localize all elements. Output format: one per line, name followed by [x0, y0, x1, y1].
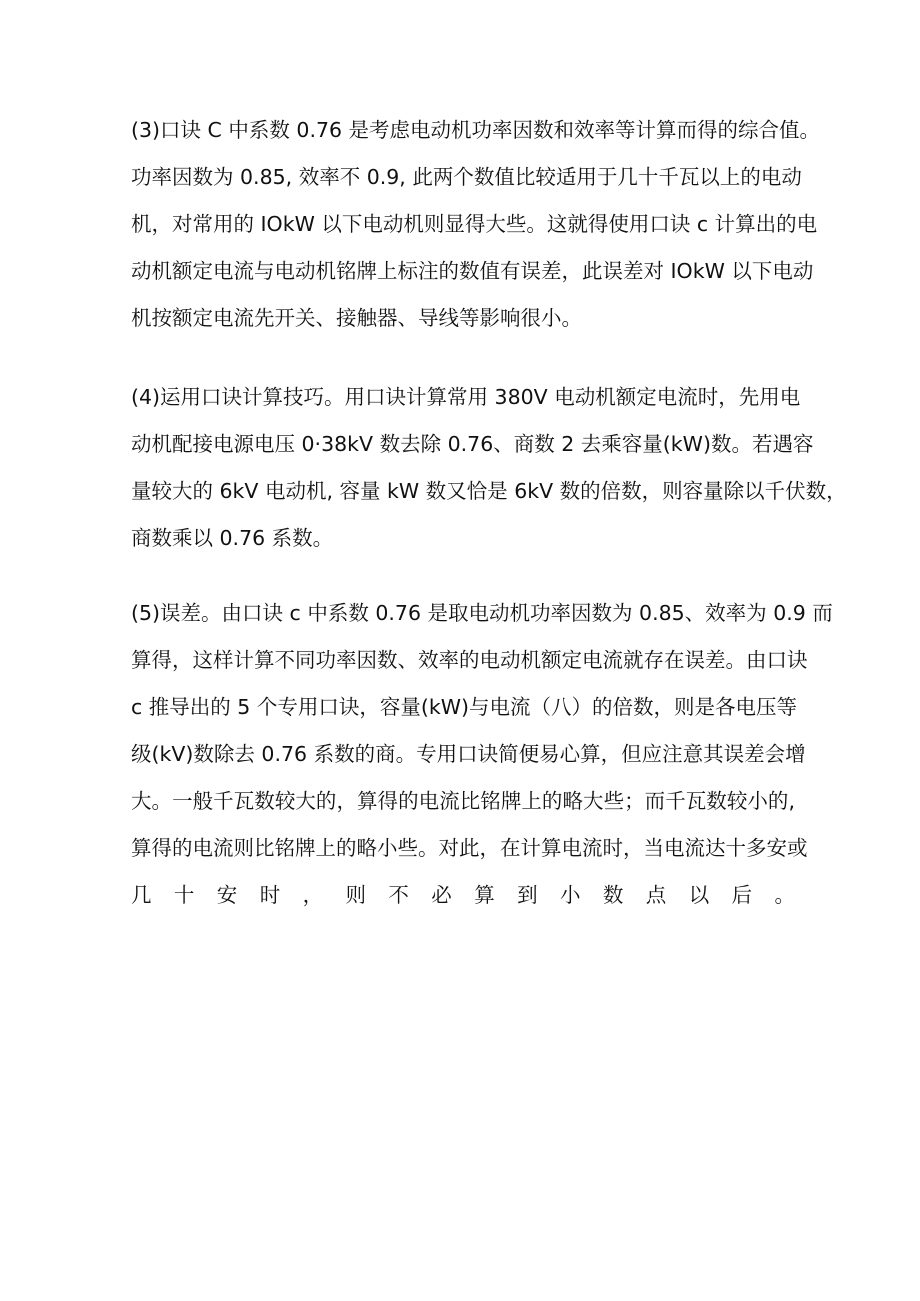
- text-line: (4)运用口诀计算技巧。用口诀计算常用 380V 电动机额定电流时，先用电: [131, 385, 801, 409]
- text-line: 算得，这样计算不同功率因数、效率的电动机额定电流就存在误差。由口诀: [131, 648, 808, 672]
- text-line: 机按额定电流先开关、接触器、导线等影响很小。: [131, 306, 582, 330]
- text-line: 机，对常用的 IOkW 以下电动机则显得大些。这就得使用口诀 c 计算出的电: [131, 212, 818, 236]
- text-line: 量较大的 6kV 电动机, 容量 kW 数又恰是 6kV 数的倍数，则容量除以千伏数，: [131, 479, 847, 503]
- text-line: 商数乘以 0.76 系数。: [131, 526, 334, 550]
- document-page: [131, 112, 847, 924]
- text-line: 动机配接电源电压 0·38kV 数去除 0.76、商数 2 去乘容量(kW)数。若遇容: [131, 432, 814, 456]
- text-line: 大。一般千瓦数较大的，算得的电流比铭牌上的略大些；而千瓦数较小的,: [131, 789, 795, 813]
- paragraph-spacer: [131, 347, 795, 379]
- text-line: c 推导出的 5 个专用口诀，容量(kW)与电流（八）的倍数，则是各电压等: [131, 695, 797, 719]
- paragraph-spacer: [131, 567, 795, 595]
- text-line: 几 十 安 时 ， 则 不 必 算 到 小 数 点 以 后 。: [131, 883, 795, 907]
- text-line: 功率因数为 0.85, 效率不 0.9, 此两个数值比较适用于几十千瓦以上的电动: [131, 165, 802, 189]
- text-line: 动机额定电流与电动机铭牌上标注的数值有误差，此误差对 IOkW 以下电动: [131, 259, 814, 283]
- text-line: 级(kV)数除去 0.76 系数的商。专用口诀简便易心算，但应注意其误差会增: [131, 742, 806, 766]
- text-line: 算得的电流则比铭牌上的略小些。对此，在计算电流时，当电流达十多安或: [131, 836, 808, 860]
- paragraph-5: [131, 595, 833, 924]
- paragraph-3: [131, 112, 821, 347]
- text-line: (5)误差。由口诀 c 中系数 0.76 是取电动机功率因数为 0.85、效率为 0.9 而: [131, 601, 833, 625]
- paragraph-4: [131, 379, 847, 567]
- text-line: (3)口诀 C 中系数 0.76 是考虑电动机功率因数和效率等计算而得的综合值。: [131, 118, 821, 142]
